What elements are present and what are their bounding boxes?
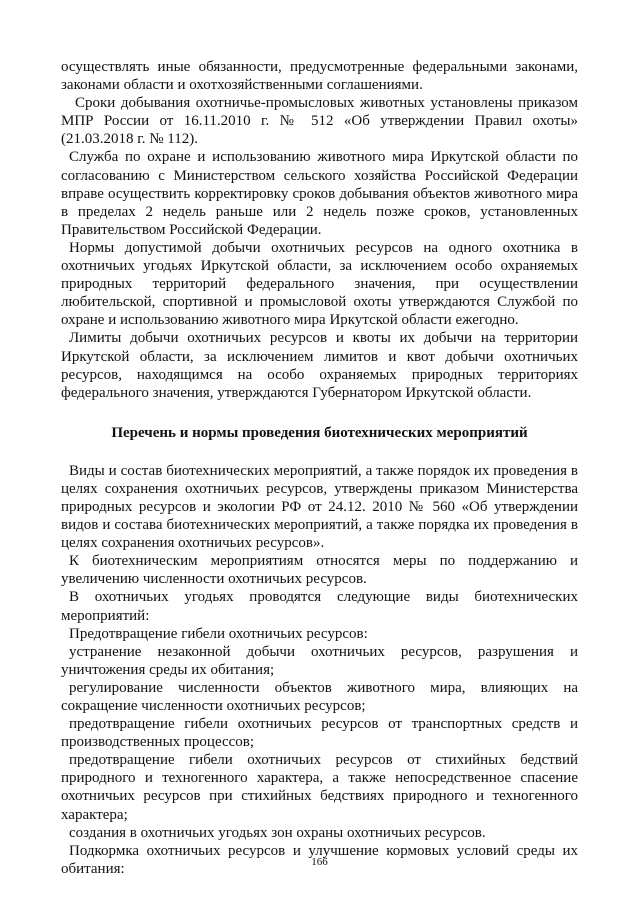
paragraph-biotech-measures: К биотехническим мероприятиям относятся меры по поддержанию и увеличению численности охотничьих ресурсов. xyxy=(61,553,578,588)
paragraph-hunting-periods: Сроки добывания охотничье-промысловых животных установлены приказом МПР России от 16.11.2010 г. № 512 «Об утверждении Правил охоты» (21.03.2018 г. № 112). xyxy=(61,95,578,148)
paragraph-harvest-norms: Нормы допустимой добычи охотничьих ресурсов на одного охотника в охотничьих угодьях Иркутской области, за исключением особо охраняемых природных территорий федерального значения, при осуществлении любительской, спортивной и промысловой охоты утверждаются Службой по охране и использованию животного мира Иркутской области ежегодно. xyxy=(61,239,578,329)
section-heading: Перечень и нормы проведения биотехнических мероприятий xyxy=(111,424,528,441)
page-number: 166 xyxy=(311,856,328,868)
list-item: предотвращение гибели охотничьих ресурсов от стихийных бедствий природного и техногенного характера, а также непосредственное спасение охотничьих ресурсов при стихийных бедствиях природного и техногенного характера; xyxy=(61,752,578,823)
list-item: устранение незаконной добычи охотничьих ресурсов, разрушения и уничтожения среды их обитания; xyxy=(61,643,578,678)
paragraph-limits-quotas: Лимиты добычи охотничьих ресурсов и квоты их добычи на территории Иркутской области, за исключением лимитов и квот добычи охотничьих ресурсов, находящимся на особо охраняемых природных территориях федерального значения, утверждаются Губернатором Иркутской области. xyxy=(61,330,578,401)
list-item: предотвращение гибели охотничьих ресурсов от транспортных средств и производственных процессов; xyxy=(61,716,578,751)
list-item: создания в охотничьих угодьях зон охраны охотничьих ресурсов. xyxy=(69,824,486,841)
document-page xyxy=(61,58,578,878)
list-item: регулирование численности объектов животного мира, влияющих на сокращение численности охотничьих ресурсов; xyxy=(61,679,578,714)
paragraph-biotech-types: Виды и состав биотехнических мероприятий, а также порядок их проведения в целях сохранения охотничьих ресурсов, утверждены приказом Министерства природных ресурсов и экологии РФ от 24.12. 2010 № 560 «Об утверждении видов и состава биотехнических мероприятий, а также порядка их проведения в целях сохранения охотничьих ресурсов». xyxy=(61,462,578,552)
paragraph-feeding: Подкормка охотничьих ресурсов и улучшение кормовых условий среды их обитания: xyxy=(61,842,578,877)
paragraph-duties: осуществлять иные обязанности, предусмотренные федеральными законами, законами области и охотхозяйственными соглашениями. xyxy=(61,59,578,94)
paragraph-biotech-kinds: В охотничьих угодьях проводятся следующие виды биотехнических мероприятий: xyxy=(61,589,578,624)
list-heading: Предотвращение гибели охотничьих ресурсов: xyxy=(69,625,368,642)
paragraph-service-adjustment: Служба по охране и использованию животного мира Иркутской области по согласованию с Министерством сельского хозяйства Российской Федерации вправе осуществить корректировку сроков добывания объектов животного мира в пределах 2 недель раньше или 2 недель позже сроков, установленных Правительством Российской Федерации. xyxy=(61,149,578,238)
